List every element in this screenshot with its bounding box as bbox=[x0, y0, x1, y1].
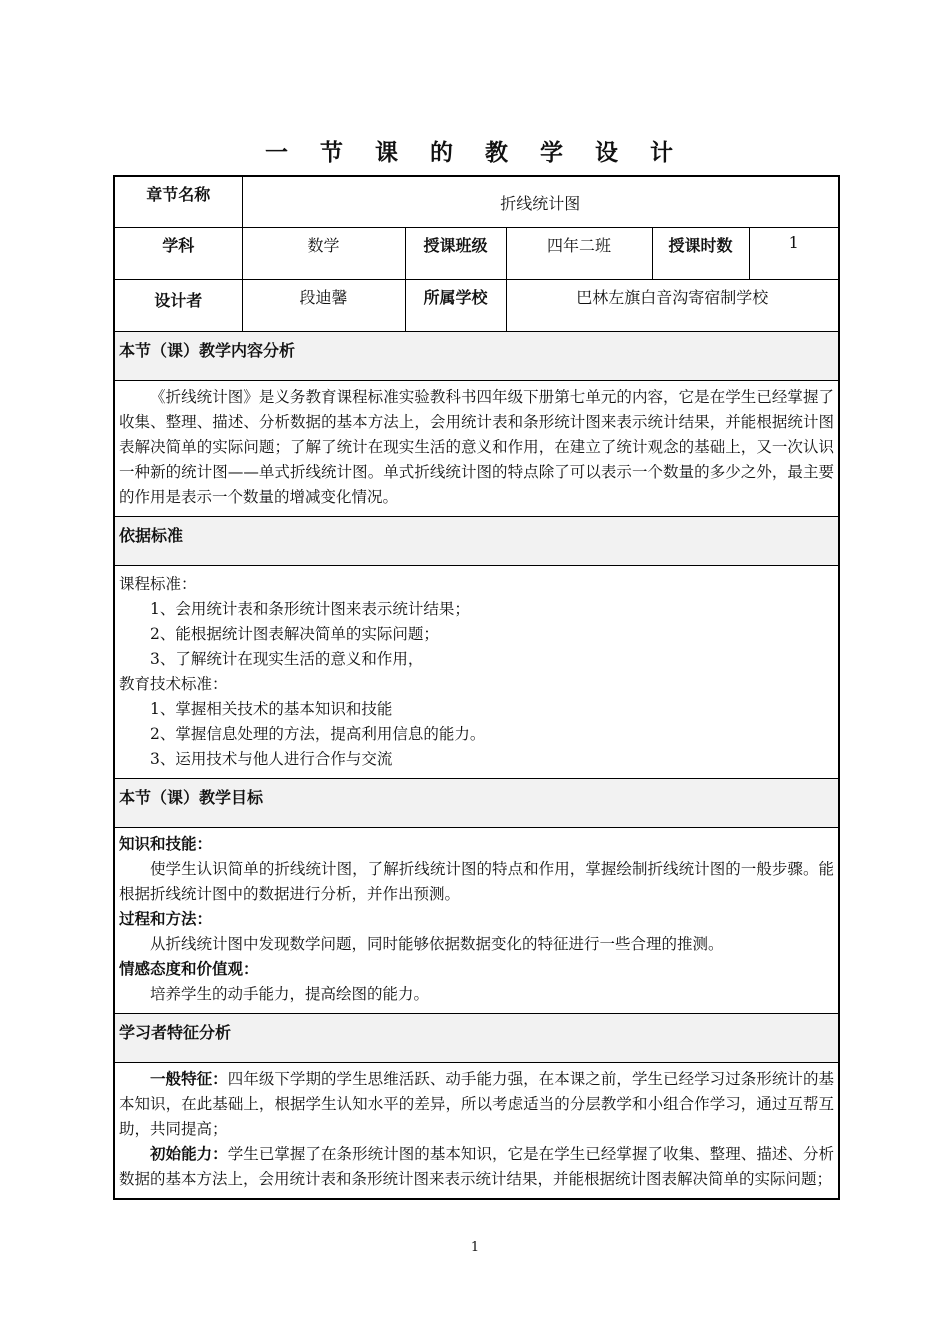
knowledge-text: 使学生认识简单的折线统计图，了解折线统计图的特点和作用，掌握绘制折线统计图的一般步骤。能根据折线统计图中的数据进行分析，并作出预测。 bbox=[119, 859, 835, 903]
class-value: 四年二班 bbox=[506, 227, 652, 279]
standards-body bbox=[114, 565, 839, 778]
chapter-label: 章节名称 bbox=[114, 176, 242, 227]
class-label: 授课班级 bbox=[405, 227, 506, 279]
content-analysis-body-row bbox=[114, 380, 839, 516]
standards-heading: 依据标准 bbox=[114, 516, 839, 565]
tech-standard-item: 3、运用技术与他人进行合作与交流 bbox=[150, 749, 393, 768]
subject-row bbox=[114, 227, 839, 279]
initial-ability-paragraph bbox=[119, 1142, 834, 1192]
chapter-value: 折线统计图 bbox=[242, 176, 839, 227]
initial-label: 初始能力： bbox=[150, 1144, 228, 1163]
subject-label: 学科 bbox=[114, 227, 242, 279]
objectives-heading: 本节（课）教学目标 bbox=[114, 778, 839, 827]
content-analysis-heading: 本节（课）教学内容分析 bbox=[114, 331, 839, 380]
objectives-body-row bbox=[114, 827, 839, 1013]
initial-text: 学生已掌握了在条形统计图的基本知识，它是在学生已经掌握了收集、整理、描述、分析数据的基本方法上，会用统计表和条形统计图来表示统计结果，并能根据统计图表解决简单的实际问题； bbox=[119, 1144, 835, 1188]
course-standard-item: 2、能根据统计图表解决简单的实际问题； bbox=[150, 624, 439, 643]
process-label: 过程和方法： bbox=[119, 909, 213, 928]
general-label: 一般特征： bbox=[150, 1069, 228, 1088]
school-value: 巴林左旗白音沟寄宿制学校 bbox=[506, 279, 839, 331]
objectives-body bbox=[114, 827, 839, 1013]
designer-label: 设计者 bbox=[114, 279, 242, 331]
learners-body-row bbox=[114, 1062, 839, 1199]
knowledge-label: 知识和技能： bbox=[119, 834, 213, 853]
school-label: 所属学校 bbox=[405, 279, 506, 331]
chapter-row bbox=[114, 176, 839, 227]
page-title: 一 节 课 的 教 学 设 计 bbox=[264, 140, 686, 166]
objectives-heading-row bbox=[114, 778, 839, 827]
designer-row bbox=[114, 279, 839, 331]
emotion-text: 培养学生的动手能力，提高绘图的能力。 bbox=[150, 984, 430, 1003]
designer-value: 段迪馨 bbox=[242, 279, 405, 331]
subject-value: 数学 bbox=[242, 227, 405, 279]
page-number: 1 bbox=[470, 1240, 480, 1255]
course-standard-label: 课程标准： bbox=[119, 574, 197, 593]
learners-body bbox=[114, 1062, 839, 1199]
tech-standard-item: 1、掌握相关技术的基本知识和技能 bbox=[150, 699, 393, 718]
process-text: 从折线统计图中发现数学问题，同时能够依据数据变化的特征进行一些合理的推测。 bbox=[150, 934, 724, 953]
content-analysis-body bbox=[114, 380, 839, 516]
course-standard-item: 3、了解统计在现实生活的意义和作用， bbox=[150, 649, 424, 668]
general-features-paragraph bbox=[119, 1067, 834, 1142]
lesson-plan-table bbox=[113, 175, 840, 1200]
content-analysis-text: 《折线统计图》是义务教育课程标准实验教科书四年级下册第七单元的内容，它是在学生已经掌握了收集、整理、描述、分析数据的基本方法上，会用统计表和条形统计图来表示统计结果，并能根据统计图表解决简单的实际问题；了解了统计在现实生活的意义和作用，在建立了统计观念的基础上，又一次认识一种新的统计图——单式折线统计图。单式折线统计图的特点除了可以表示一个数量的多少之外，最主要的作用是表示一个数量的增减变化情况。 bbox=[119, 387, 835, 506]
emotion-label: 情感态度和价值观： bbox=[119, 959, 259, 978]
tech-standard-item: 2、掌握信息处理的方法，提高利用信息的能力。 bbox=[150, 724, 486, 743]
learners-heading-row bbox=[114, 1013, 839, 1062]
general-text: 四年级下学期的学生思维活跃、动手能力强，在本课之前，学生已经学习过条形统计的基本知识，在此基础上，根据学生认知水平的差异，所以考虑适当的分层教学和小组合作学习，通过互帮互助，共同提高； bbox=[119, 1069, 835, 1138]
hours-label: 授课时数 bbox=[652, 227, 749, 279]
standards-heading-row bbox=[114, 516, 839, 565]
course-standard-item: 1、会用统计表和条形统计图来表示统计结果； bbox=[150, 599, 470, 618]
learners-heading: 学习者特征分析 bbox=[114, 1013, 839, 1062]
content-analysis-heading-row bbox=[114, 331, 839, 380]
standards-body-row bbox=[114, 565, 839, 778]
hours-value: 1 bbox=[749, 227, 839, 279]
tech-standard-label: 教育技术标准： bbox=[119, 674, 228, 693]
